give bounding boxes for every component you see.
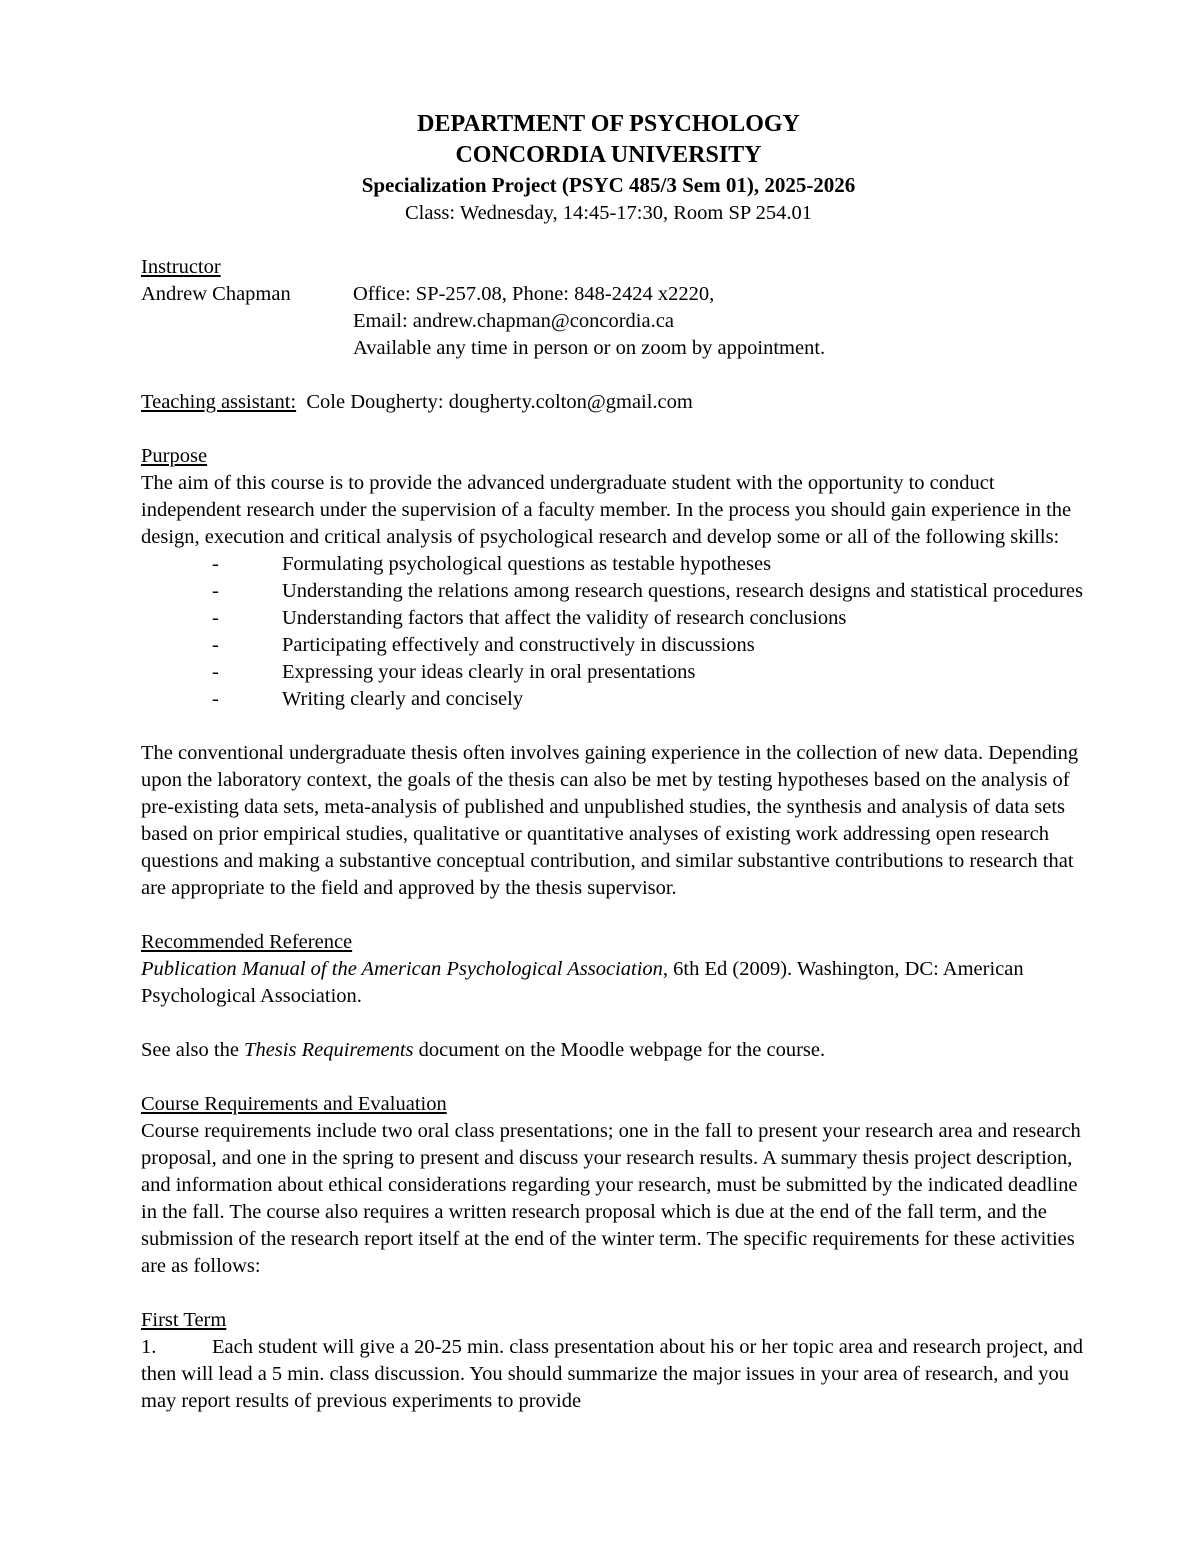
first-term-heading: First Term	[141, 1309, 227, 1331]
requirements-section	[141, 1091, 1086, 1280]
list-item: - Expressing your ideas clearly in oral presentations	[141, 659, 1086, 686]
course-title: Specialization Project (PSYC 485/3 Sem 01), 2025-2026	[361, 173, 856, 197]
instructor-section	[141, 254, 1086, 362]
thesis-requirements-doc: Thesis Requirements	[244, 1039, 414, 1061]
first-term-item	[141, 1334, 1086, 1415]
reference-section	[141, 929, 1086, 1064]
requirements-text: Course requirements include two oral class presentations; one in the fall to present your research area and research proposal, and one in the spring to present and discuss your research results. A summary thesis project description, and information about ethical considerations regarding your research, must be submitted by the indicated deadline in the fall. The course also requires a written research proposal which is due at the end of the fall term, and the submission of the research report itself at the end of the winter term. The specific requirements for these activities are as follows:	[141, 1120, 1081, 1277]
department-title: DEPARTMENT OF PSYCHOLOGY	[417, 111, 800, 137]
item-number: 1.	[141, 1336, 157, 1358]
purpose-heading: Purpose	[141, 445, 208, 467]
list-item: - Formulating psychological questions as testable hypotheses	[141, 551, 1086, 578]
list-item: - Writing clearly and concisely	[141, 686, 1086, 713]
ta-heading: Teaching assistant:	[141, 391, 297, 413]
document-header	[131, 108, 1086, 227]
reference-heading: Recommended Reference	[141, 931, 353, 953]
first-term-section	[141, 1307, 1086, 1415]
instructor-office: Office: SP-257.08, Phone: 848-2424 x2220,	[353, 283, 715, 305]
reference-details: , 6th Ed (2009). Washington, DC: American Psychological Association.	[141, 958, 1024, 1007]
list-item: - Understanding the relations among research questions, research designs and statistical procedures	[141, 578, 1086, 605]
see-also-prefix: See also the	[141, 1039, 245, 1061]
ta-section	[141, 389, 1086, 416]
instructor-heading: Instructor	[141, 256, 221, 278]
list-item: - Participating effectively and constructively in discussions	[141, 632, 1086, 659]
instructor-name: Andrew Chapman	[141, 283, 291, 305]
see-also-suffix: document on the Moodle webpage for the course.	[413, 1039, 826, 1061]
purpose-section	[141, 443, 1086, 902]
requirements-heading: Course Requirements and Evaluation	[141, 1093, 447, 1115]
item-text: Each student will give a 20-25 min. class presentation about his or her topic area and research project, and then will lead a 5 min. class discussion. You should summarize the major issues in your area of research, and you may report results of previous experiments to provide	[141, 1336, 1083, 1412]
class-info: Class: Wednesday, 14:45-17:30, Room SP 254.01	[404, 202, 813, 224]
reference-citation	[141, 956, 1086, 1010]
instructor-email: Email: andrew.chapman@concordia.ca	[353, 310, 674, 332]
purpose-intro: The aim of this course is to provide the advanced undergraduate student with the opportunity to conduct independent research under the supervision of a faculty member. In the process you should gain experience in the design, execution and critical analysis of psychological research and develop some or all of the following skills:	[141, 472, 1072, 548]
see-also	[141, 1037, 1086, 1064]
list-item: - Understanding factors that affect the validity of research conclusions	[141, 605, 1086, 632]
reference-title: Publication Manual of the American Psychological Association	[141, 958, 663, 980]
syllabus-page	[141, 108, 1086, 1415]
university-title: CONCORDIA UNIVERSITY	[455, 142, 762, 168]
thesis-paragraph: The conventional undergraduate thesis often involves gaining experience in the collection of new data. Depending upon the laboratory context, the goals of the thesis can also be met by testing hypotheses based on the analysis of pre-existing data sets, meta-analysis of published and unpublished studies, the synthesis and analysis of data sets based on prior empirical studies, qualitative or quantitative analyses of existing work addressing open research questions and making a substantive conceptual contribution, and similar substantive contributions to research that are appropriate to the field and approved by the thesis supervisor.	[141, 742, 1079, 899]
skills-list	[141, 551, 1086, 713]
instructor-availability: Available any time in person or on zoom by appointment.	[353, 337, 826, 359]
ta-contact: Cole Dougherty: dougherty.colton@gmail.com	[306, 391, 693, 413]
